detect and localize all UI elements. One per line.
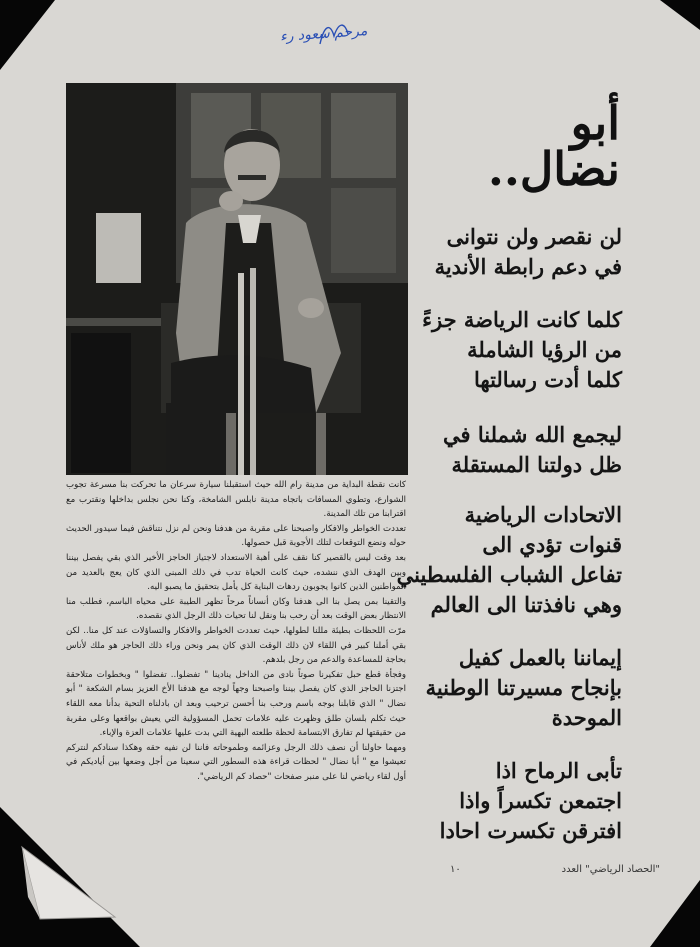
slogan-line: كلما أدت رسالتها	[473, 367, 622, 392]
handwritten-note: مرحم سعود رء	[279, 22, 368, 46]
headline-line: أبو	[570, 96, 620, 150]
slogan-line: الاتحادات الرياضية	[464, 502, 622, 527]
slogan-line: افترقن تكسرت احادا	[439, 818, 622, 843]
slogan-line: ظل دولتنا المستقلة	[451, 452, 622, 477]
slogan-line: بإنجاح مسيرتنا الوطنية	[425, 675, 622, 700]
article-paragraph: ومهما حاولنا أن نصف ذلك الرجل وعزائمه وطموحاته فاننا لن نفيه حقه وهكذا سنادكم لنتركم تعيشوا مع " أبا نضال " لحظات قراءة هذه السطور التي سعينا من أجل وضعها بين أياديكم في أول لقاء رياضي لنا على منبر صفحات "حصاد كم الرياضي".	[66, 742, 406, 782]
headline	[487, 96, 620, 196]
slogan-block	[397, 500, 622, 620]
headline-line: نضال..	[487, 142, 620, 196]
slogan-line: كلما كانت الرياضة جزءً	[422, 307, 622, 332]
slogan-line: وهي نافذتنا الى العالم	[430, 592, 622, 617]
slogan-line: اجتمعن تكسراً واذا	[459, 788, 622, 813]
article-body	[62, 478, 410, 863]
slogan-block	[426, 643, 622, 733]
slogan-block	[440, 756, 622, 846]
slogan-block	[443, 420, 622, 480]
article-paragraph: كانت نقطة البداية من مدينة رام الله حيث استقبلنا سيارة سرعان ما تحركت بنا مسرعة تجوب الشوارع، وتطوي المسافات باتجاه مدينة نابلس الشامخة، وكنا نحن نجلس بداخلها ونقترب مع اقترابنا من تلك المدينة.	[66, 480, 406, 520]
article-paragraph: مرّت اللحظات بطيئة مللنا لطولها، حيث تعددت الخواطر والافكار والتساؤلات عند كل منا.. لكن بقي أملنا كبير في اللقاء لان ذلك الوقت الذي كان يمر ونحن وراء ذلك الحاجز هو ملك لأناس بحاجة للمساعدة والدعم من رجل بلدهم.	[66, 625, 406, 666]
page-footer	[440, 864, 660, 875]
slogan-line: في دعم رابطة الأندية	[434, 254, 622, 279]
pen-mark	[316, 16, 356, 50]
slogan-line: تأبى الرماح اذا	[495, 758, 622, 783]
article-paragraph: وفجأة قطع حبل تفكيرنا صوتاً نادى من الداخل ينادينا " تفضلوا.. تفضلوا " وبخطوات متلاحقة اجتزنا الحاجز الذي كان يفصل بيننا واصبحنا وجهاً لوجه مع هدفنا الأخ العزيز بسام الشكعة " أبو نضال " الذي قابلنا بوجه باسم ورحب بنا أحسن ترحيب وبعد ان بادلناه التحية بدأنا معه اللقاء حيث تكلم بلسان طلق وظهرت عليه علامات تحمل المسؤولية التي يعيش بواقعها وعلى مقربة من حقيقتها لم تفارق الابتسامة لحظة طلعته البهية التي بدت عليها علامات العزة والإباء.	[66, 669, 406, 739]
page-number: ١٠	[450, 864, 461, 875]
article-paragraph: تعددت الخواطر والافكار واصبحنا على مقربة من هدفنا ونحن لم نزل نتناقش فيما سيدور الحديث حوله ونضع التوقعات لتلك الأجوبة قبل حصولها.	[66, 523, 406, 549]
slogan-line: تفاعل الشباب الفلسطيني	[396, 562, 622, 587]
slogan-block	[435, 222, 622, 282]
slogan-block	[422, 305, 622, 395]
slogan-line: الموحدة	[551, 705, 622, 730]
article-paragraph: بعد وقت ليس بالقصير كنا نقف على أهبة الاستعداد لاجتياز الحاجز الأخير الذي بقي يفصل بيننا وبين الهدف الذي ننشده، حيث كانت الحياة تدب في ذلك المبنى الذي كان يعج بالعديد من المواطنين الذين كانوا يجوبون ردهات البناية كل يأمل بتحقيق ما يصبو اليه.	[66, 552, 406, 593]
slogan-line: لن نقصر ولن نتوانى	[446, 224, 622, 249]
slogan-line: ليجمع الله شملنا في	[443, 422, 622, 447]
slogan-line: قنوات تؤدي الى	[482, 532, 622, 557]
publication-name: "الحصاد الرياضي" العدد	[561, 864, 660, 875]
slogan-line: من الرؤيا الشاملة	[467, 337, 622, 362]
portrait-photo	[66, 83, 408, 475]
article-paragraph: والتقينا بمن يصل بنا الى هدفنا وكان أنساناً مرحاً تظهر الطيبة على محياه الباسم، فطلب منا الانتظار بعض الوقت بعد أن رحب بنا ونقل لنا تحيات ذلك الرجل الذي نقصده.	[66, 596, 406, 622]
slogan-line: إيماننا بالعمل كفيل	[458, 645, 622, 670]
